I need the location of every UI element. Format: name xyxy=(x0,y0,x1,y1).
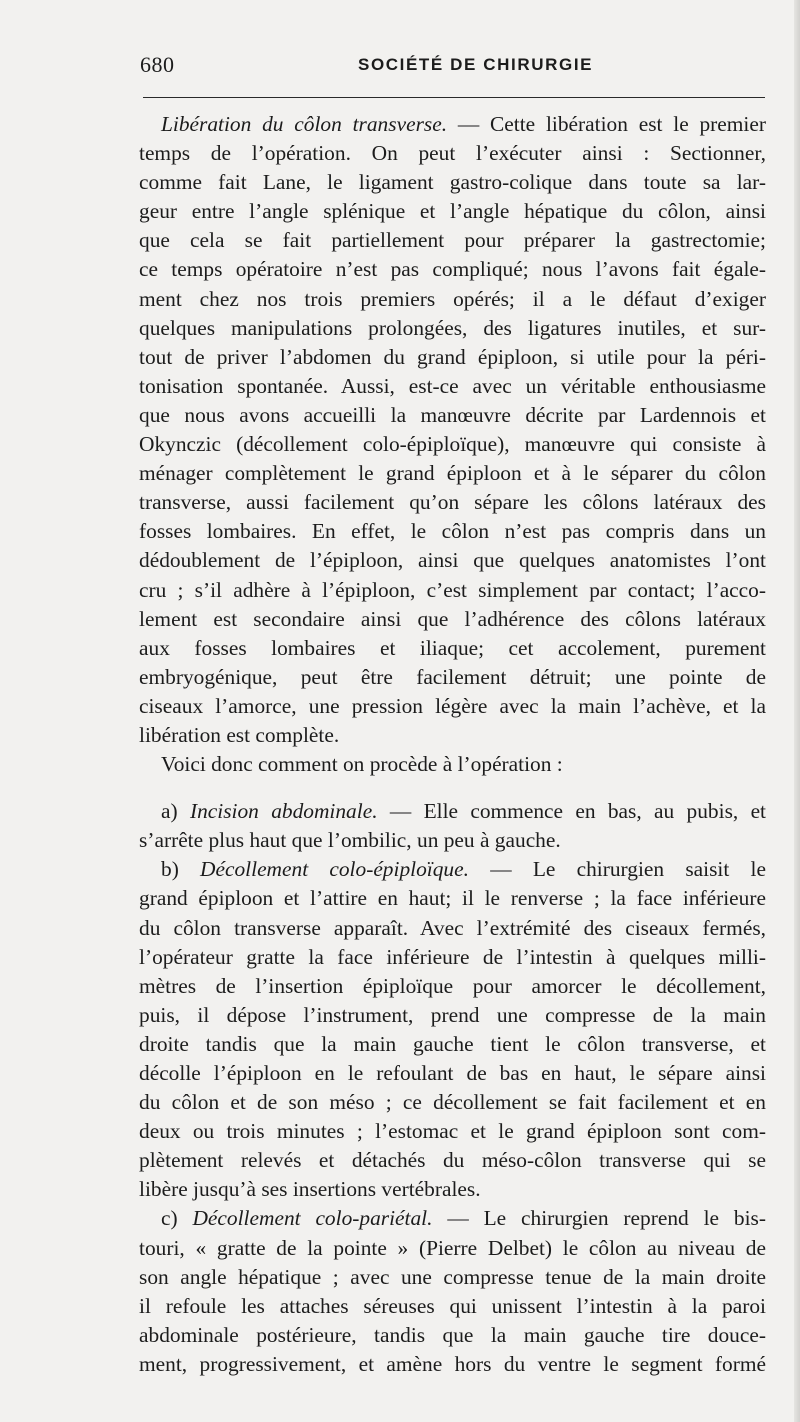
text-line xyxy=(139,517,766,546)
line-text: ciseaux l’amorce, une pression légère avec la main l’achève, et la xyxy=(139,693,766,718)
text-line xyxy=(139,285,766,314)
text-line xyxy=(139,459,766,488)
text-line xyxy=(139,1204,766,1233)
text-line xyxy=(139,1234,766,1263)
line-text: du côlon transverse apparaît. Avec l’extrémité des ciseaux fermés, xyxy=(139,915,766,940)
text-line xyxy=(139,1175,766,1204)
page-number: 680 xyxy=(140,52,175,77)
text-line xyxy=(139,914,766,943)
text-line xyxy=(139,1059,766,1088)
text-line xyxy=(139,546,766,575)
line-text: quelques manipulations prolongées, des ligatures inutiles, et sur- xyxy=(139,315,766,340)
page-edge xyxy=(794,0,800,1422)
line-text: comme fait Lane, le ligament gastro-colique dans toute sa lar- xyxy=(139,170,766,195)
text-line xyxy=(139,401,766,430)
italic-heading: Libération du côlon transverse. xyxy=(161,112,448,136)
line-text: cru ; s’il adhère à l’épiploon, c’est simplement par contact; l’acco- xyxy=(139,577,766,602)
line-text: l’opérateur gratte la face inférieure de l’intestin à quelques milli- xyxy=(139,944,766,969)
line-text: ménager complètement le grand épiploon et à le séparer du côlon xyxy=(139,461,766,486)
text-line xyxy=(139,1321,766,1350)
italic-heading: Décollement colo-épiploïque. xyxy=(200,857,469,882)
text-line xyxy=(139,855,766,884)
text-line xyxy=(139,139,766,168)
item-marker: b) xyxy=(161,857,201,882)
text-line xyxy=(139,1146,766,1175)
line-text: son angle hépatique ; avec une compresse tenue de la main droite xyxy=(139,1264,766,1289)
line-text: Okynczic (décollement colo-épiploïque), manœuvre qui consiste à xyxy=(139,432,766,457)
line-text: touri, « gratte de la pointe » (Pierre Delbet) le côlon au niveau de xyxy=(139,1235,766,1260)
line-text: tout de priver l’abdomen du grand épiploon, si utile pour la péri- xyxy=(139,344,766,369)
line-text: temps de l’opération. On peut l’exécuter ainsi : Sectionner, xyxy=(139,141,766,166)
line-text: s’arrête plus haut que l’ombilic, un peu à gauche. xyxy=(139,828,561,853)
item-marker: c) xyxy=(161,1206,193,1231)
line-text: libère jusqu’à ses insertions vertébrales. xyxy=(139,1177,481,1202)
text-line xyxy=(139,1350,766,1379)
text-line xyxy=(139,663,766,692)
line-text: — Cette libération est le premier xyxy=(447,112,766,136)
running-head: SOCIÉTÉ DE CHIRURGIE xyxy=(358,55,594,74)
text-line xyxy=(139,797,766,826)
line-text: Voici donc comment on procède à l’opération : xyxy=(161,752,563,777)
text-line xyxy=(139,1030,766,1059)
line-text: décolle l’épiploon en le refoulant de bas en haut, le sépare ainsi xyxy=(139,1061,766,1085)
line-text: droite tandis que la main gauche tient le côlon transverse, et xyxy=(139,1031,766,1056)
text-line xyxy=(139,168,766,197)
line-text: tonisation spontanée. Aussi, est-ce avec un véritable enthousiasme xyxy=(139,373,766,398)
text-line xyxy=(139,255,766,284)
text-line xyxy=(139,1001,766,1030)
line-text: fosses lombaires. En effet, le côlon n’est pas compris dans un xyxy=(139,519,766,544)
line-text: grand épiploon et l’attire en haut; il le renverse ; la face inférieure xyxy=(139,886,766,911)
line-text: dédoublement de l’épiploon, ainsi que quelques anatomistes l’ont xyxy=(139,548,766,573)
line-text: — Le chirurgien saisit le xyxy=(468,857,766,882)
line-text: geur entre l’angle splénique et l’angle hépatique du côlon, ainsi xyxy=(139,199,766,224)
text-line xyxy=(139,110,766,139)
italic-heading: Incision abdominale. xyxy=(189,799,378,824)
header-rule xyxy=(143,97,765,98)
text-line xyxy=(139,488,766,517)
line-text: — Le chirurgien reprend le bis- xyxy=(432,1206,766,1231)
text-line xyxy=(139,314,766,343)
line-text: transverse, aussi facilement qu’on sépare les côlons latéraux des xyxy=(139,490,766,515)
line-text: que cela se fait partiellement pour préparer la gastrectomie; xyxy=(139,228,766,253)
line-text: du côlon et de son méso ; ce décollement se fait facilement et en xyxy=(139,1090,766,1115)
line-text: ment chez nos trois premiers opérés; il a le défaut d’exiger xyxy=(139,286,766,311)
text-line xyxy=(139,750,766,779)
line-text: il refoule les attaches séreuses qui unissent l’intestin à la paroi xyxy=(139,1293,766,1318)
text-line xyxy=(139,634,766,663)
line-text: mètres de l’insertion épiploïque pour amorcer le décollement, xyxy=(139,973,766,998)
line-text: ce temps opératoire n’est pas compliqué; nous l’avons fait égale- xyxy=(139,257,766,282)
line-text: — Elle commence en bas, au pubis, et xyxy=(377,799,766,824)
line-text: puis, il dépose l’instrument, prend une compresse de la main xyxy=(139,1002,766,1027)
line-text: plètement relevés et détachés du méso-côlon transverse qui se xyxy=(139,1148,766,1173)
line-text: ment, progressivement, et amène hors du ventre le segment formé xyxy=(139,1351,766,1376)
text-line xyxy=(139,1292,766,1321)
line-text: lement est secondaire ainsi que l’adhérence des côlons latéraux xyxy=(139,606,766,631)
text-line xyxy=(139,721,766,750)
text-line xyxy=(139,972,766,1001)
text-line xyxy=(139,884,766,913)
line-text: aux fosses lombaires et iliaque; cet accolement, purement xyxy=(139,635,766,660)
text-line xyxy=(139,343,766,372)
line-text: deux ou trois minutes ; l’estomac et le grand épiploon sont com- xyxy=(139,1119,766,1144)
text-line xyxy=(139,1117,766,1146)
text-line xyxy=(139,372,766,401)
line-text: abdominale postérieure, tandis que la main gauche tire douce- xyxy=(139,1322,766,1347)
page-header xyxy=(140,52,768,82)
text-line xyxy=(139,1263,766,1292)
text-line xyxy=(139,692,766,721)
text-line xyxy=(139,1088,766,1117)
italic-heading: Décollement colo-pariétal. xyxy=(192,1206,433,1231)
text-line xyxy=(139,826,766,855)
text-line xyxy=(139,430,766,459)
line-text: embryogénique, peut être facilement détruit; une pointe de xyxy=(139,664,766,689)
item-marker: a) xyxy=(161,799,190,824)
line-text: que nous avons accueilli la manœuvre décrite par Lardennois et xyxy=(139,402,766,427)
text-line xyxy=(139,605,766,634)
body-text xyxy=(139,110,766,1379)
text-line xyxy=(139,226,766,255)
text-line xyxy=(139,197,766,226)
line-text: libération est complète. xyxy=(139,722,340,747)
text-line xyxy=(139,943,766,972)
text-line xyxy=(139,576,766,605)
